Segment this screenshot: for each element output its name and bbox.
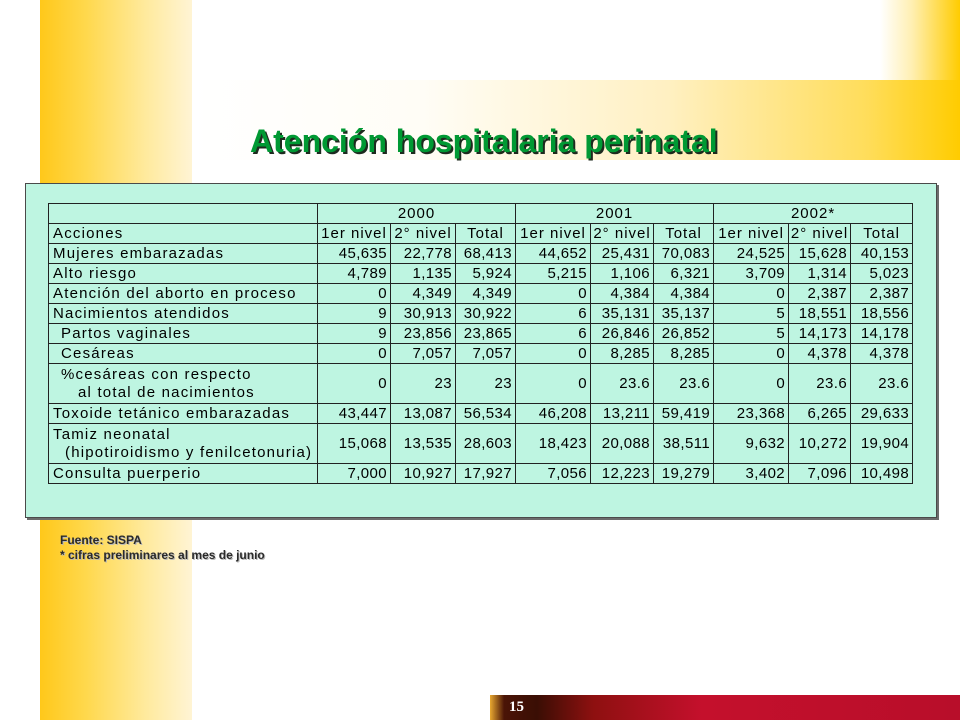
acciones-header: Acciones: [49, 224, 318, 244]
cell-2001-2do-nivel: 26,846: [591, 324, 654, 344]
cell-2002-1er-nivel: 9,632: [714, 424, 789, 464]
cell-2002-1er-nivel: 0: [714, 344, 789, 364]
source-note: Fuente: SISPA: [60, 533, 142, 547]
row-label: [49, 404, 318, 424]
cell-2002-total: 19,904: [851, 424, 913, 464]
cell-2000-1er-nivel: 0: [318, 284, 391, 304]
cell-2000-2do-nivel: 10,927: [391, 464, 456, 484]
cell-2000-total: 28,603: [456, 424, 516, 464]
level-header-2000-1er-nivel: 1er nivel: [318, 224, 391, 244]
cell-2001-1er-nivel: 46,208: [516, 404, 591, 424]
cell-2001-2do-nivel: 35,131: [591, 304, 654, 324]
cell-2001-1er-nivel: 0: [516, 364, 591, 404]
cell-2000-total: 68,413: [456, 244, 516, 264]
year-header-2002: 2002*: [714, 204, 913, 224]
row-toxoide-tetanico: [49, 404, 913, 424]
cell-2001-1er-nivel: 6: [516, 304, 591, 324]
cell-2002-1er-nivel: 5: [714, 324, 789, 344]
cell-2000-2do-nivel: 23,856: [391, 324, 456, 344]
row-label: [49, 344, 318, 364]
cell-2002-2do-nivel: 6,265: [789, 404, 851, 424]
cell-2001-1er-nivel: 44,652: [516, 244, 591, 264]
cell-2000-total: 5,924: [456, 264, 516, 284]
cell-2000-2do-nivel: 13,535: [391, 424, 456, 464]
row-label-line: Atención del aborto en proceso: [53, 284, 297, 302]
cell-2000-1er-nivel: 9: [318, 324, 391, 344]
row-label-line: Consulta puerperio: [53, 464, 202, 482]
cell-2002-2do-nivel: 7,096: [789, 464, 851, 484]
cell-2002-total: 5,023: [851, 264, 913, 284]
row-cesareas: [49, 344, 913, 364]
cell-2002-2do-nivel: 1,314: [789, 264, 851, 284]
cell-2002-total: 10,498: [851, 464, 913, 484]
cell-2002-2do-nivel: 10,272: [789, 424, 851, 464]
cell-2000-total: 30,922: [456, 304, 516, 324]
cell-2001-total: 35,137: [654, 304, 714, 324]
cell-2002-1er-nivel: 23,368: [714, 404, 789, 424]
row-atencion-aborto: [49, 284, 913, 304]
cell-2001-2do-nivel: 25,431: [591, 244, 654, 264]
cell-2000-total: 23,865: [456, 324, 516, 344]
cell-2000-2do-nivel: 13,087: [391, 404, 456, 424]
preliminary-footnote: * cifras preliminares al mes de junio: [60, 548, 265, 562]
cell-2002-2do-nivel: 23.6: [789, 364, 851, 404]
page-number: 15: [509, 699, 524, 715]
cell-2001-1er-nivel: 18,423: [516, 424, 591, 464]
cell-2001-total: 70,083: [654, 244, 714, 264]
cell-2000-2do-nivel: 22,778: [391, 244, 456, 264]
row-label: [49, 304, 318, 324]
cell-2001-total: 6,321: [654, 264, 714, 284]
year-header-row: [49, 204, 913, 224]
row-label: [49, 464, 318, 484]
cell-2000-total: 23: [456, 364, 516, 404]
cell-2000-2do-nivel: 23: [391, 364, 456, 404]
level-header-2000-2do-nivel: 2° nivel: [391, 224, 456, 244]
level-header-row: [49, 224, 913, 244]
cell-2000-1er-nivel: 4,789: [318, 264, 391, 284]
cell-2000-1er-nivel: 43,447: [318, 404, 391, 424]
row-mujeres-embarazadas: [49, 244, 913, 264]
cell-2001-total: 4,384: [654, 284, 714, 304]
cell-2001-2do-nivel: 13,211: [591, 404, 654, 424]
level-header-2002-1er-nivel: 1er nivel: [714, 224, 789, 244]
year-header-2001: 2001: [516, 204, 714, 224]
cell-2001-2do-nivel: 1,106: [591, 264, 654, 284]
cell-2000-1er-nivel: 0: [318, 344, 391, 364]
level-header-2001-1er-nivel: 1er nivel: [516, 224, 591, 244]
cell-2002-total: 29,633: [851, 404, 913, 424]
cell-2000-total: 7,057: [456, 344, 516, 364]
row-label-line: Nacimientos atendidos: [53, 304, 230, 322]
row-label: [49, 284, 318, 304]
cell-2002-1er-nivel: 3,709: [714, 264, 789, 284]
level-header-2002-2do-nivel: 2° nivel: [789, 224, 851, 244]
year-header-2000: 2000: [318, 204, 516, 224]
level-header-2001-2do-nivel: 2° nivel: [591, 224, 654, 244]
cell-2002-1er-nivel: 24,525: [714, 244, 789, 264]
row-label-line: Cesáreas: [61, 344, 135, 362]
cell-2002-1er-nivel: 3,402: [714, 464, 789, 484]
cell-2000-1er-nivel: 45,635: [318, 244, 391, 264]
row-porcentaje-cesareas: [49, 364, 913, 404]
cell-2000-2do-nivel: 1,135: [391, 264, 456, 284]
cell-2001-total: 8,285: [654, 344, 714, 364]
row-label-line: al total de nacimientos: [78, 383, 255, 401]
row-consulta-puerperio: [49, 464, 913, 484]
cell-2001-1er-nivel: 6: [516, 324, 591, 344]
cell-2002-total: 2,387: [851, 284, 913, 304]
row-alto-riesgo: [49, 264, 913, 284]
cell-2002-2do-nivel: 15,628: [789, 244, 851, 264]
cell-2002-total: 18,556: [851, 304, 913, 324]
cell-2000-1er-nivel: 15,068: [318, 424, 391, 464]
row-label-line: (hipotiroidismo y fenilcetonuria): [65, 443, 313, 461]
cell-2001-2do-nivel: 8,285: [591, 344, 654, 364]
cell-2001-total: 38,511: [654, 424, 714, 464]
cell-2002-total: 14,178: [851, 324, 913, 344]
table-panel: [25, 183, 937, 518]
top-right-decorative-block: [880, 0, 960, 80]
cell-2002-1er-nivel: 5: [714, 304, 789, 324]
row-label: [49, 324, 318, 344]
level-header-2000-total: Total: [456, 224, 516, 244]
cell-2001-1er-nivel: 0: [516, 284, 591, 304]
row-label-line: Tamiz neonatal: [53, 425, 171, 443]
cell-2001-2do-nivel: 20,088: [591, 424, 654, 464]
cell-2002-1er-nivel: 0: [714, 364, 789, 404]
cell-2000-1er-nivel: 7,000: [318, 464, 391, 484]
cell-2000-2do-nivel: 4,349: [391, 284, 456, 304]
cell-2000-2do-nivel: 30,913: [391, 304, 456, 324]
cell-2002-2do-nivel: 4,378: [789, 344, 851, 364]
row-label-line: Partos vaginales: [61, 324, 192, 342]
row-label: [49, 364, 318, 404]
level-header-2002-total: Total: [851, 224, 913, 244]
cell-2001-2do-nivel: 23.6: [591, 364, 654, 404]
cell-2001-total: 19,279: [654, 464, 714, 484]
cell-2000-2do-nivel: 7,057: [391, 344, 456, 364]
row-label: [49, 244, 318, 264]
cell-2002-2do-nivel: 2,387: [789, 284, 851, 304]
row-label-line: Mujeres embarazadas: [53, 244, 225, 262]
row-partos-vaginales: [49, 324, 913, 344]
cell-2001-1er-nivel: 5,215: [516, 264, 591, 284]
empty-header-cell: [49, 204, 318, 224]
row-nacimientos-atendidos: [49, 304, 913, 324]
bottom-bar: [490, 695, 960, 720]
cell-2001-total: 26,852: [654, 324, 714, 344]
cell-2001-2do-nivel: 4,384: [591, 284, 654, 304]
cell-2002-total: 4,378: [851, 344, 913, 364]
cell-2002-2do-nivel: 18,551: [789, 304, 851, 324]
cell-2000-total: 4,349: [456, 284, 516, 304]
level-header-2001-total: Total: [654, 224, 714, 244]
cell-2000-1er-nivel: 0: [318, 364, 391, 404]
row-label: [49, 424, 318, 464]
cell-2002-total: 23.6: [851, 364, 913, 404]
cell-2001-total: 23.6: [654, 364, 714, 404]
row-label-line: Toxoide tetánico embarazadas: [53, 404, 291, 422]
cell-2001-1er-nivel: 0: [516, 344, 591, 364]
cell-2002-2do-nivel: 14,173: [789, 324, 851, 344]
cell-2001-total: 59,419: [654, 404, 714, 424]
cell-2001-1er-nivel: 7,056: [516, 464, 591, 484]
cell-2000-1er-nivel: 9: [318, 304, 391, 324]
row-label-line: %cesáreas con respecto: [61, 365, 252, 383]
cell-2000-total: 17,927: [456, 464, 516, 484]
cell-2002-1er-nivel: 0: [714, 284, 789, 304]
data-table: [48, 203, 913, 484]
footer-notes: [60, 533, 265, 563]
cell-2001-2do-nivel: 12,223: [591, 464, 654, 484]
slide-title: Atención hospitalaria perinatal: [250, 123, 718, 159]
row-tamiz-neonatal: [49, 424, 913, 464]
row-label-line: Alto riesgo: [53, 264, 138, 282]
cell-2002-total: 40,153: [851, 244, 913, 264]
cell-2000-total: 56,534: [456, 404, 516, 424]
row-label: [49, 264, 318, 284]
